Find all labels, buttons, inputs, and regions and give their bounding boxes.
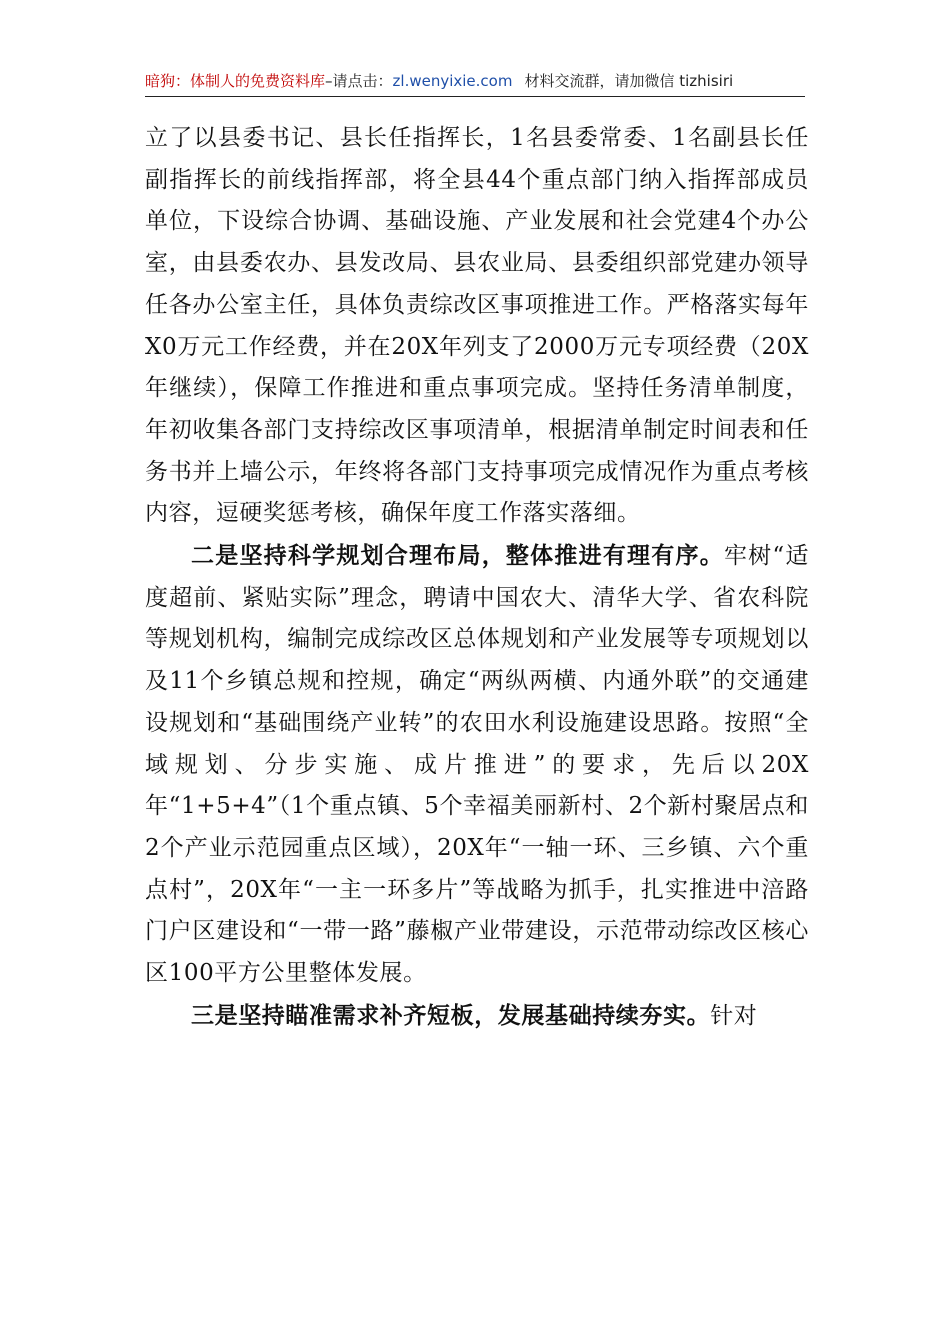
header-group-note: 材料交流群，请加微信 tizhisiri <box>524 72 734 90</box>
paragraph-continued <box>145 118 809 535</box>
page-header <box>145 66 805 97</box>
paragraph-planning <box>145 535 809 995</box>
paragraph-lead: 三是坚持瞄准需求补齐短板，发展基础持续夯实。 <box>191 1001 711 1029</box>
header-url-link[interactable]: zl.wenyixie.com <box>392 72 513 90</box>
header-source-label: 暗狗：体制人的免费资料库 <box>145 72 326 90</box>
paragraph-text: 立了以县委书记、县长任指挥长，1名县委常委、1名副县长任副指挥长的前线指挥部，将全县44个重点部门纳入指挥部成员单位，下设综合协调、基础设施、产业发展和社会党建4个办公室，由县委农办、县发改局、县农业局、县委组织部党建办领导任各办公室主任，具体负责综改区事项推进工作。严格落实每年X0万元工作经费，并在20X年列支了2000万元专项经费（20X年继续），保障工作推进和重点事项完成。坚持任务清单制度，年初收集各部门支持综改区事项清单，根据清单制定时间表和任务书并上墙公示，年终将各部门支持事项完成情况作为重点考核内容，逗硬奖惩考核，确保年度工作落实落细。 <box>145 125 809 527</box>
paragraph-text: 牢树“适度超前、紧贴实际”理念，聘请中国农大、清华大学、省农科院等规划机构，编制完成综改区总体规划和产业发展等专项规划以及11个乡镇总规和控规，确定“两纵两横、内通外联”的交通建设规划和“基础围绕产业转”的农田水利设施建设思路。按照“全域规划、分步实施、成片推进”的要求，先后以20X年“1+5+4”（1个重点镇、5个幸福美丽新村、2个新村聚居点和2个产业示范园重点区域），20X年“一轴一环、三乡镇、六个重点村”，20X年“一主一环多片”等战略为抓手，扎实推进中涪路门户区建设和“一带一路”藤椒产业带建设，示范带动综改区核心区100平方公里整体发展。 <box>145 543 809 987</box>
paragraph-lead: 二是坚持科学规划合理布局，整体推进有理有序。 <box>191 542 724 570</box>
document-body <box>145 118 809 1037</box>
paragraph-text: 针对 <box>710 1002 758 1029</box>
header-click-prompt: –请点击： <box>325 72 393 90</box>
paragraph-foundation <box>145 995 809 1038</box>
